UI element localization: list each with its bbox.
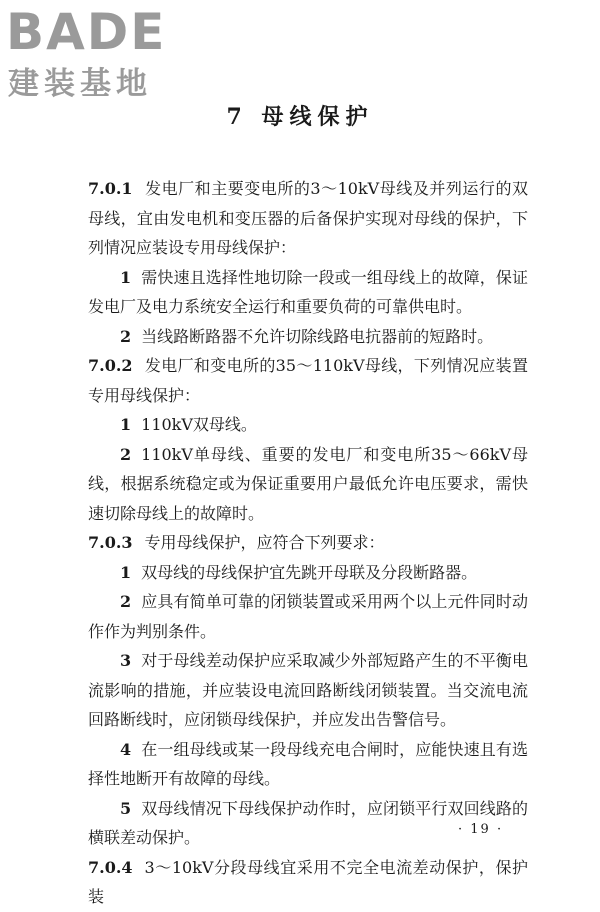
item-number: 3 — [120, 651, 132, 670]
clause-text: 专用母线保护，应符合下列要求： — [144, 533, 385, 552]
clause-item — [88, 558, 528, 588]
logo-wordmark: BADE — [6, 3, 167, 61]
chapter-title: 7 母线保护 — [226, 104, 374, 130]
clause-item — [88, 410, 528, 440]
item-text: 当线路断路器不允许切除线路电抗器前的短路时。 — [141, 326, 494, 346]
item-number: 1 — [120, 415, 132, 434]
item-text: 在一组母线或某一段母线充电合闸时，应能快速且有选择性地断开有故障的母线。 — [88, 739, 528, 788]
clause-text: 3～10kV分段母线宜采用不完全电流差动保护，保护装 — [88, 857, 528, 906]
item-text: 110kV双母线。 — [141, 415, 257, 434]
clause-7-0-1 — [88, 174, 528, 263]
clause-item — [88, 735, 528, 794]
clause-item — [88, 587, 528, 646]
clause-number: 7.0.1 — [88, 179, 133, 198]
logo-subtitle: 建装基地 — [8, 66, 152, 102]
item-number: 1 — [120, 267, 132, 287]
clause-number: 7.0.3 — [88, 533, 133, 552]
item-text: 110kV单母线、重要的发电厂和变电所35～66kV母线，根据系统稳定或为保证重要用户最低允许电压要求，需快速切除母线上的故障时。 — [88, 444, 528, 523]
clause-number: 7.0.2 — [88, 356, 133, 375]
clause-item — [88, 440, 528, 529]
item-number: 5 — [120, 798, 132, 818]
clause-7-0-2 — [88, 351, 528, 410]
brand-logo — [6, 3, 176, 106]
clause-number: 7.0.4 — [88, 857, 133, 877]
page-number: · 19 · — [458, 822, 504, 837]
clause-text: 发电厂和主要变电所的3～10kV母线及并列运行的双母线，宜由发电机和变压器的后备保护实现对母线的保护，下列情况应装设专用母线保护： — [88, 179, 528, 257]
clause-item — [88, 263, 528, 322]
item-number: 2 — [120, 326, 132, 346]
item-text: 对于母线差动保护应采取减少外部短路产生的不平衡电流影响的措施，并应装设电流回路断线闭锁装置。当交流电流回路断线时，应闭锁母线保护，并应发出告警信号。 — [88, 651, 528, 729]
item-text: 双母线情况下母线保护动作时，应闭锁平行双回线路的横联差动保护。 — [88, 798, 528, 847]
clause-item — [88, 646, 528, 735]
item-text: 双母线的母线保护宜先跳开母联及分段断路器。 — [141, 562, 478, 582]
item-number: 4 — [120, 739, 132, 759]
item-text: 应具有简单可靠的闭锁装置或采用两个以上元件同时动作作为判别条件。 — [88, 592, 528, 641]
clause-body — [88, 174, 528, 912]
clause-7-0-4 — [88, 853, 528, 912]
item-text: 需快速且选择性地切除一段或一组母线上的故障，保证发电厂及电力系统安全运行和重要负荷的可靠供电时。 — [88, 267, 528, 316]
item-number: 1 — [120, 562, 132, 582]
item-number: 2 — [120, 592, 132, 611]
clause-7-0-3 — [88, 528, 528, 558]
item-number: 2 — [120, 444, 132, 464]
clause-text: 发电厂和变电所的35～110kV母线，下列情况应装置专用母线保护： — [88, 356, 528, 405]
clause-item — [88, 322, 528, 352]
